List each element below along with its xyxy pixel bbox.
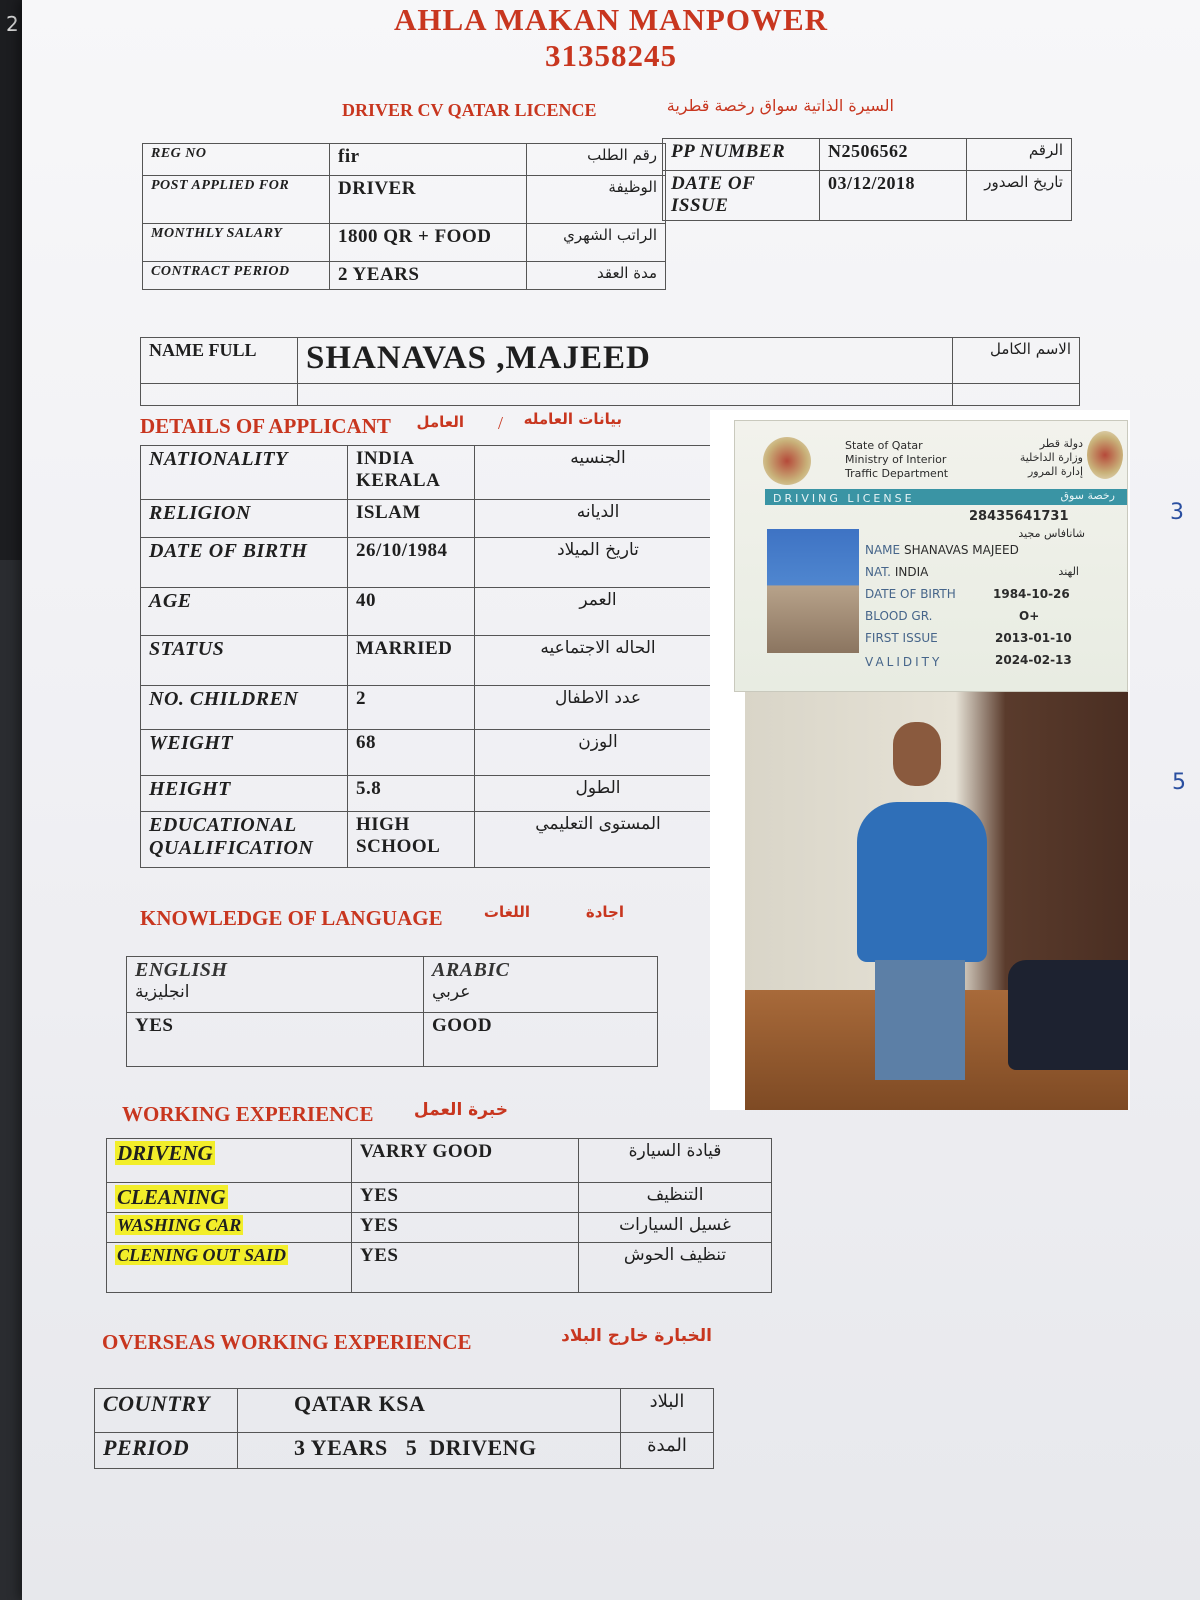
license-name-ar: شانافاس مجيد (1018, 527, 1085, 540)
overseas-title-ar: الخبارة خارج البلاد (561, 1326, 712, 1346)
table-row (107, 1183, 772, 1213)
issue-date-label: DATE OF ISSUE (663, 171, 820, 221)
country-value: QATAR KSA (238, 1389, 621, 1433)
issue-date-value: 03/12/2018 (820, 171, 967, 221)
company-phone: 31358245 (545, 38, 677, 73)
children-label: NO. CHILDREN (141, 686, 348, 730)
table-row (95, 1433, 714, 1469)
height-label: HEIGHT (141, 776, 348, 812)
cleaning-ar: التنظيف (579, 1183, 772, 1213)
country-ar: البلاد (621, 1389, 714, 1433)
driving-label: DRIVENG (117, 1141, 213, 1165)
applicant-details-table (140, 445, 722, 868)
table-row (141, 500, 722, 538)
table-row (95, 1389, 714, 1433)
period-value: 3 YEARS 5 DRIVENG (238, 1433, 621, 1469)
license-state-ar: دولة قطر (1039, 437, 1083, 450)
dob-value: 26/10/1984 (348, 538, 475, 588)
table-row (107, 1139, 772, 1183)
table-row (143, 224, 666, 262)
license-dept-en: Traffic Department (845, 467, 949, 480)
applicant-photo (745, 692, 1128, 1110)
table-row (127, 957, 658, 1013)
height-ar: الطول (475, 776, 722, 812)
work-cell (107, 1213, 352, 1243)
license-validity: 2024-02-13 (995, 653, 1072, 667)
name-label: NAME FULL (141, 338, 298, 384)
arabic-cell (424, 957, 658, 1013)
license-state-en: State of Qatar (845, 439, 923, 452)
pp-number-value: N2506562 (820, 139, 967, 171)
height-value: 5.8 (348, 776, 475, 812)
license-name-row (865, 543, 1019, 557)
details-title-ar2: بيانات العامله (523, 410, 622, 428)
weight-ar: الوزن (475, 730, 722, 776)
arabic-ar: عربي (432, 982, 471, 1002)
license-band-text: DRIVING LICENSE (773, 492, 915, 505)
pen-mark: 3 (1170, 500, 1184, 525)
children-ar: عدد الاطفال (475, 686, 722, 730)
education-value: HIGH SCHOOL (348, 812, 475, 868)
washing-ar: غسيل السيارات (579, 1213, 772, 1243)
table-row (141, 812, 722, 868)
work-cell (107, 1243, 352, 1293)
license-portrait (767, 529, 859, 653)
reg-no-label: REG NO (143, 144, 330, 176)
pen-mark: 5 (1172, 770, 1186, 795)
name-table (140, 337, 1080, 406)
table-row (141, 338, 1080, 384)
language-title-ar2: اجادة (585, 903, 624, 921)
status-ar: الحاله الاجتماعيه (475, 636, 722, 686)
washing-value: YES (352, 1213, 579, 1243)
table-row (141, 776, 722, 812)
details-title-ar1: العامل (416, 413, 464, 431)
table-row (141, 636, 722, 686)
salary-ar: الراتب الشهري (527, 224, 666, 262)
details-title-en: DETAILS OF APPLICANT (140, 414, 391, 438)
work-experience-table (106, 1138, 772, 1293)
license-blood-label: BLOOD GR. (865, 609, 933, 623)
cleaning-value: YES (352, 1183, 579, 1213)
pp-number-ar: الرقم (967, 139, 1072, 171)
registration-table (142, 143, 666, 290)
nationality-value: INDIA KERALA (348, 446, 475, 500)
age-value: 40 (348, 588, 475, 636)
cv-title-en: DRIVER CV QATAR LICENCE (342, 100, 597, 120)
language-title-en: KNOWLEDGE OF LANGUAGE (140, 906, 443, 930)
religion-ar: الديانه (475, 500, 722, 538)
license-nat: INDIA (894, 565, 929, 579)
work-cell (107, 1183, 352, 1213)
dob-label: DATE OF BIRTH (141, 538, 348, 588)
cleaning-outside-label: CLENING OUT SAID (117, 1245, 287, 1265)
age-label: AGE (141, 588, 348, 636)
work-title-en: WORKING EXPERIENCE (122, 1102, 374, 1126)
table-row (663, 139, 1072, 171)
license-name-label: NAME (865, 543, 901, 557)
table-row (143, 262, 666, 290)
name-ar: الاسم الكامل (953, 338, 1080, 384)
contract-label: CONTRACT PERIOD (143, 262, 330, 290)
full-name-value: SHANAVAS ,MAJEED (298, 338, 953, 384)
education-ar: المستوى التعليمي (475, 812, 722, 868)
salary-label: MONTHLY SALARY (143, 224, 330, 262)
table-row (141, 446, 722, 500)
religion-value: ISLAM (348, 500, 475, 538)
table-row (141, 686, 722, 730)
license-ministry-en: Ministry of Interior (845, 453, 947, 466)
cv-title-ar: السيرة الذاتية سواق رخصة قطرية (666, 96, 894, 115)
religion-label: RELIGION (141, 500, 348, 538)
license-dob: 1984-10-26 (993, 587, 1070, 601)
cv-sheet (22, 0, 1200, 1600)
table-row (141, 588, 722, 636)
language-title-ar1: اللغات (483, 903, 530, 921)
driving-ar: قيادة السيارة (579, 1139, 772, 1183)
qatar-emblem-icon (763, 437, 811, 485)
license-dept-ar: إدارة المرور (1027, 465, 1083, 478)
table-row (143, 144, 666, 176)
issue-date-ar: تاريخ الصدور (967, 171, 1072, 221)
table-row (107, 1243, 772, 1293)
license-validity-label: VALIDITY (865, 655, 943, 669)
reg-no-value: fir (330, 144, 527, 176)
passport-table (662, 138, 1072, 221)
license-nat-ar: الهند (1058, 565, 1079, 578)
keyboard-key: 2 (6, 12, 19, 36)
license-first-issue: 2013-01-10 (995, 631, 1072, 645)
arabic-value: GOOD (424, 1013, 658, 1067)
license-blood: O+ (1019, 609, 1040, 623)
license-nat-row (865, 565, 928, 579)
dob-ar: تاريخ الميلاد (475, 538, 722, 588)
license-id-number: 28435641731 (969, 509, 1069, 524)
status-label: STATUS (141, 636, 348, 686)
table-row (141, 730, 722, 776)
country-label: COUNTRY (95, 1389, 238, 1433)
qatar-emblem-icon (1087, 431, 1123, 479)
contract-ar: مدة العقد (527, 262, 666, 290)
work-cell (107, 1139, 352, 1183)
post-ar: الوظيفة (527, 176, 666, 224)
arabic-label: ARABIC (432, 959, 510, 981)
english-value: YES (127, 1013, 424, 1067)
age-ar: العمر (475, 588, 722, 636)
table-row (141, 538, 722, 588)
table-row (141, 384, 1080, 406)
period-ar: المدة (621, 1433, 714, 1469)
company-name: AHLA MAKAN MANPOWER (393, 2, 829, 37)
english-ar: انجليزية (135, 982, 190, 1002)
contract-value: 2 YEARS (330, 262, 527, 290)
license-band (765, 489, 1127, 505)
driving-value: VARRY GOOD (352, 1139, 579, 1183)
details-sep: / (498, 413, 504, 433)
children-value: 2 (348, 686, 475, 730)
work-title-ar: خبرة العمل (413, 1100, 508, 1120)
salary-value: 1800 QR + FOOD (330, 224, 527, 262)
license-ministry-ar: وزارة الداخلية (1019, 451, 1083, 464)
table-row (143, 176, 666, 224)
post-value: DRIVER (330, 176, 527, 224)
english-label: ENGLISH (135, 959, 228, 981)
driving-license-photo (734, 420, 1128, 692)
table-row (107, 1213, 772, 1243)
table-row (663, 171, 1072, 221)
post-label: POST APPLIED FOR (143, 176, 330, 224)
education-label: EDUCATIONAL QUALIFICATION (141, 812, 348, 868)
table-row (127, 1013, 658, 1067)
overseas-title-en: OVERSEAS WORKING EXPERIENCE (102, 1330, 472, 1354)
overseas-table (94, 1388, 714, 1469)
language-table (126, 956, 658, 1067)
reg-no-ar: رقم الطلب (527, 144, 666, 176)
pp-number-label: PP NUMBER (663, 139, 820, 171)
nationality-label: NATIONALITY (141, 446, 348, 500)
english-cell (127, 957, 424, 1013)
license-name: SHANAVAS MAJEED (903, 543, 1019, 557)
weight-label: WEIGHT (141, 730, 348, 776)
license-dob-label: DATE OF BIRTH (865, 587, 956, 601)
license-nat-label: NAT. (865, 565, 891, 579)
license-first-issue-label: FIRST ISSUE (865, 631, 938, 645)
weight-value: 68 (348, 730, 475, 776)
nationality-ar: الجنسيه (475, 446, 722, 500)
washing-label: WASHING CAR (117, 1215, 242, 1235)
status-value: MARRIED (348, 636, 475, 686)
license-band-ar: رخصة سوق (1060, 489, 1115, 502)
period-label: PERIOD (95, 1433, 238, 1469)
cleaning-outside-value: YES (352, 1243, 579, 1293)
cleaning-outside-ar: تنظيف الحوش (579, 1243, 772, 1293)
cleaning-label: CLEANING (117, 1185, 226, 1209)
